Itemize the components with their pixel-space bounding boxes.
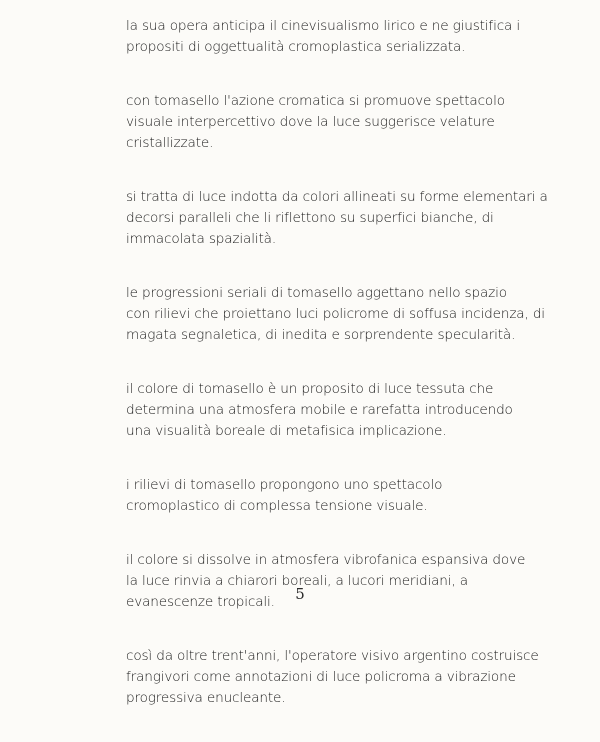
text-line: determina una atmosfera mobile e rarefatta introducendo	[126, 402, 513, 418]
paragraph	[126, 550, 566, 613]
text-line: le progressioni seriali di tomasello aggettano nello spazio	[126, 285, 507, 301]
text-line: con tomasello l'azione cromatica si promuove spettacolo	[126, 93, 505, 109]
text-line: il colore si dissolve in atmosfera vibrofanica espansiva dove	[126, 552, 526, 568]
paragraph	[126, 16, 566, 58]
body-text	[126, 16, 566, 742]
text-line: magata segnaletica, di inedita e sorprendente specularità.	[126, 327, 516, 343]
text-line: la luce rinvia a chiarori boreali, a lucori meridiani, a	[126, 573, 468, 589]
text-line: i rilievi di tomasello propongono uno spettacolo	[126, 477, 443, 493]
text-line: con rilievi che proiettano luci policrome di soffusa incidenza, di	[126, 306, 545, 322]
paragraph	[126, 187, 566, 250]
text-line: la sua opera anticipa il cinevisualismo lirico e ne giustifica i	[126, 18, 520, 34]
page-number: 5	[295, 585, 305, 603]
text-line: propositi di oggettualità cromoplastica serializzata.	[126, 39, 466, 55]
text-line: cristallizzate.	[126, 135, 214, 151]
text-line: si tratta di luce indotta da colori allineati su forme elementari a	[126, 189, 548, 205]
text-line: progressiva enucleante.	[126, 690, 286, 706]
text-line: visuale interpercettivo dove la luce suggerisce velature	[126, 114, 495, 130]
text-line: frangivori come annotazioni di luce policroma a vibrazione	[126, 669, 516, 685]
paragraph	[126, 646, 566, 709]
text-line: una visualità boreale di metafisica implicazione.	[126, 423, 447, 439]
paragraph	[126, 283, 566, 346]
text-line: cromoplastico di complessa tensione visuale.	[126, 498, 428, 514]
text-line: decorsi paralleli che li riflettono su superfici bianche, di	[126, 210, 494, 226]
paragraph	[126, 379, 566, 442]
text-line: immacolata spazialità.	[126, 231, 276, 247]
paragraph	[126, 475, 566, 517]
paragraph	[126, 91, 566, 154]
text-line: così da oltre trent'anni, l'operatore visivo argentino costruisce	[126, 648, 539, 664]
text-line: evanescenze tropicali.	[126, 594, 275, 610]
text-line: il colore di tomasello è un proposito di luce tessuta che	[126, 381, 494, 397]
